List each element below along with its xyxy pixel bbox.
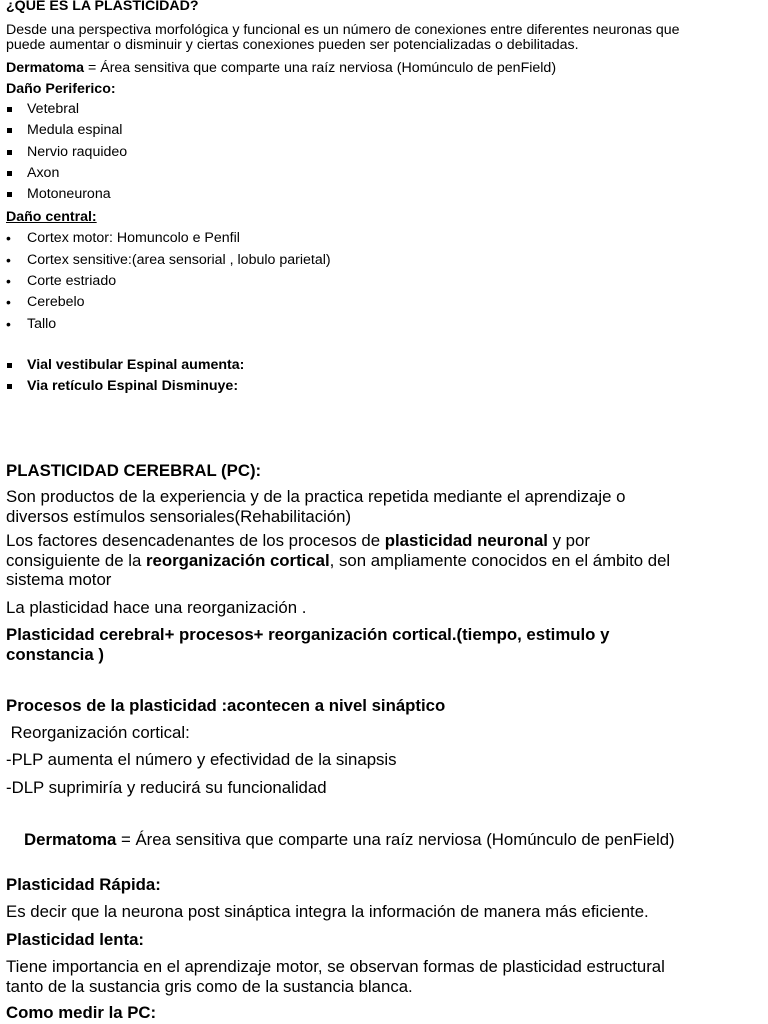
lenta-title: Plasticidad lenta: bbox=[6, 929, 145, 949]
dermatoma-definition-2 bbox=[6, 830, 762, 850]
pc-paragraph-4 bbox=[6, 625, 762, 664]
list-item: • Cortex sensitive:(area sensorial , lobulo parietal) bbox=[6, 250, 762, 271]
procesos-plp: -PLP aumenta el número y efectividad de la sinapsis bbox=[6, 750, 397, 770]
lenta-line1: Tiene importancia en el aprendizaje motor, se observan formas de plasticidad estructural bbox=[6, 957, 665, 977]
procesos-dlp: -DLP suprimiría y reducirá su funcionalidad bbox=[6, 777, 327, 797]
list-item: Vetebral bbox=[6, 99, 762, 120]
dermatoma-definition bbox=[6, 60, 762, 76]
pc-paragraph-2 bbox=[6, 531, 762, 590]
document-page bbox=[6, 0, 762, 1023]
procesos-subtitle: Reorganización cortical: bbox=[6, 722, 190, 742]
list-item: Axon bbox=[6, 163, 762, 184]
list-item: • Cerebelo bbox=[6, 292, 762, 313]
list-item: • Corte estriado bbox=[6, 271, 762, 292]
pc-p4-line1: Plasticidad cerebral+ procesos+ reorganización cortical.(tiempo, estimulo y bbox=[6, 625, 610, 645]
pc-p2-text: y por bbox=[547, 531, 590, 551]
lenta-line2: tanto de la sustancia gris como de la sustancia blanca. bbox=[6, 976, 413, 996]
periferico-list bbox=[6, 99, 762, 205]
procesos-title: Procesos de la plasticidad :acontecen a nivel sináptico bbox=[6, 696, 446, 716]
lenta-text bbox=[6, 957, 762, 996]
vias-list bbox=[6, 355, 762, 398]
pc-p2-text: , son ampliamente conocidos en el ámbito del bbox=[329, 550, 671, 570]
pc-paragraph-3: La plasticidad hace una reorganización . bbox=[6, 597, 307, 617]
pc-p1-line1: Son productos de la experiencia y de la practica repetida mediante el aprendizaje o bbox=[6, 487, 626, 507]
list-item: Motoneurona bbox=[6, 184, 762, 205]
periferico-title: Daño Periferico: bbox=[6, 81, 116, 97]
list-item: • Tallo bbox=[6, 314, 762, 335]
rapida-title: Plasticidad Rápida: bbox=[6, 874, 161, 894]
rapida-text: Es decir que la neurona post sináptica integra la información de manera más eficiente. bbox=[6, 902, 649, 922]
pc-p2-text: sistema motor bbox=[6, 570, 112, 590]
question-text-line1: Desde una perspectiva morfológica y funcional es un número de conexiones entre diferentes neuronas que bbox=[6, 22, 680, 38]
central-list bbox=[6, 228, 762, 334]
pc-p2-bold: reorganización cortical bbox=[145, 550, 330, 570]
dermatoma-label-2: Dermatoma bbox=[24, 830, 117, 850]
pc-paragraph-1 bbox=[6, 487, 762, 526]
list-item: Via retículo Espinal Disminuye: bbox=[6, 376, 762, 397]
list-item: Vial vestibular Espinal aumenta: bbox=[6, 355, 762, 376]
pc-p1-line2: diversos estímulos sensoriales(Rehabilitación) bbox=[6, 506, 352, 526]
pc-p2-text: Los factores desencadenantes de los procesos de bbox=[6, 531, 385, 551]
pc-p2-bold: plasticidad neuronal bbox=[384, 531, 548, 551]
question-text-line2: puede aumentar o disminuir y ciertas conexiones pueden ser potencializadas o debilitadas. bbox=[6, 37, 579, 53]
list-item: Medula espinal bbox=[6, 120, 762, 141]
pc-title: PLASTICIDAD CEREBRAL (PC): bbox=[6, 460, 262, 480]
dermatoma-label: Dermatoma bbox=[6, 60, 85, 76]
dermatoma-text: = Área sensitiva que comparte una raíz nerviosa (Homúnculo de penField) bbox=[84, 60, 557, 76]
dermatoma-text-2: = Área sensitiva que comparte una raíz nerviosa (Homúnculo de penField) bbox=[116, 830, 675, 850]
pc-p4-line2: constancia ) bbox=[6, 644, 104, 664]
central-title: Daño central: bbox=[6, 209, 97, 226]
question-title: ¿QUE ES LA PLASTICIDAD? bbox=[6, 0, 199, 14]
list-item: Nervio raquideo bbox=[6, 142, 762, 163]
list-item: • Cortex motor: Homuncolo e Penfil bbox=[6, 228, 762, 249]
medir-title: Como medir la PC: bbox=[6, 1003, 157, 1023]
pc-p2-text: consiguiente de la bbox=[6, 550, 146, 570]
